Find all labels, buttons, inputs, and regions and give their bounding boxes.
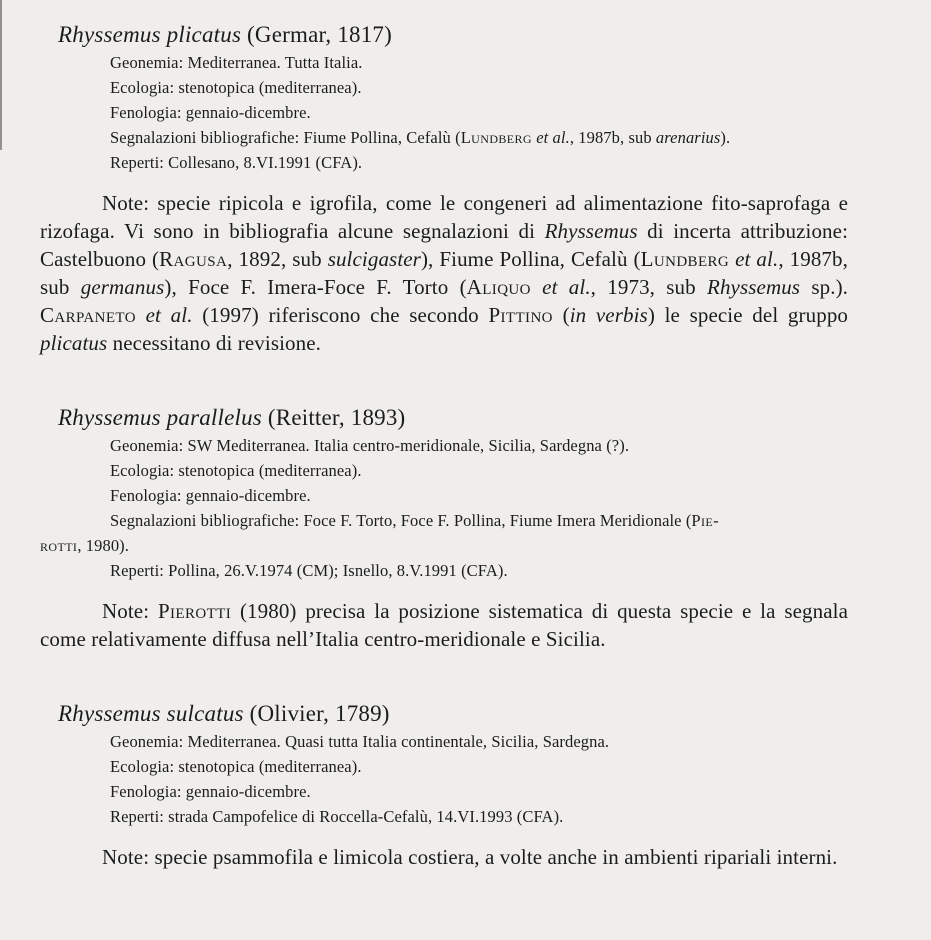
species-heading: Rhyssemus sulcatus (Olivier, 1789)	[58, 701, 390, 726]
species-details	[40, 433, 848, 583]
species-heading: Rhyssemus parallelus (Reitter, 1893)	[58, 405, 406, 430]
detail-segnalazioni: Segnalazioni bibliografiche: Foce F. Torto, Foce F. Pollina, Fiume Imera Meridionale (Pie-	[110, 511, 720, 530]
detail-ecologia: Ecologia: stenotopica (mediterranea).	[110, 78, 362, 97]
detail-ecologia: Ecologia: stenotopica (mediterranea).	[110, 461, 362, 480]
detail-segnalazioni: Segnalazioni bibliografiche: Fiume Pollina, Cefalù (Lundberg et al., 1987b, sub arenarius).	[110, 128, 731, 147]
detail-segnalazioni-continuation: rotti, 1980).	[40, 536, 129, 555]
detail-geonemia: Geonemia: Mediterranea. Quasi tutta Italia continentale, Sicilia, Sardegna.	[110, 732, 610, 751]
detail-geonemia: Geonemia: Mediterranea. Tutta Italia.	[110, 53, 363, 72]
species-details	[40, 729, 848, 829]
species-note: Note: specie psammofila e limicola costiera, a volte anche in ambienti ripariali interni.	[102, 845, 838, 869]
species-section-parallelus	[40, 403, 848, 653]
detail-geonemia: Geonemia: SW Mediterranea. Italia centro-meridionale, Sicilia, Sardegna (?).	[110, 436, 630, 455]
detail-fenologia: Fenologia: gennaio-dicembre.	[110, 103, 311, 122]
species-note: Note: specie ripicola e igrofila, come le congeneri ad alimentazione fito-saprofaga e rizofaga. Vi sono in bibliografia alcune segnalazioni di Rhyssemus di incerta attribuzione: Castelbuono (Ragusa, 1892, sub sulcigaster), Fiume Pollina, Cefalù (Lundberg et al., 1987b, sub germanus), Foce F. Imera-Foce F. Torto (Aliquo et al., 1973, sub Rhyssemus sp.). Carpaneto et al. (1997) riferiscono che secondo Pittino (in verbis) le specie del gruppo plicatus necessitano di revisione.	[40, 191, 849, 355]
species-section-sulcatus	[40, 699, 848, 871]
detail-reperti: Reperti: Collesano, 8.VI.1991 (CFA).	[110, 153, 363, 172]
detail-fenologia: Fenologia: gennaio-dicembre.	[110, 486, 311, 505]
detail-reperti: Reperti: strada Campofelice di Roccella-Cefalù, 14.VI.1993 (CFA).	[110, 807, 564, 826]
detail-reperti: Reperti: Pollina, 26.V.1974 (CM); Isnello, 8.V.1991 (CFA).	[110, 561, 508, 580]
detail-ecologia: Ecologia: stenotopica (mediterranea).	[110, 757, 362, 776]
species-note: Note: Pierotti (1980) precisa la posizione sistematica di questa specie e la segnala come relativamente diffusa nell’Italia centro-meridionale e Sicilia.	[40, 599, 848, 651]
species-details	[40, 50, 848, 175]
species-section-plicatus	[40, 20, 848, 357]
scan-edge-artifact	[0, 0, 2, 150]
detail-fenologia: Fenologia: gennaio-dicembre.	[110, 782, 311, 801]
species-heading: Rhyssemus plicatus (Germar, 1817)	[58, 22, 392, 47]
